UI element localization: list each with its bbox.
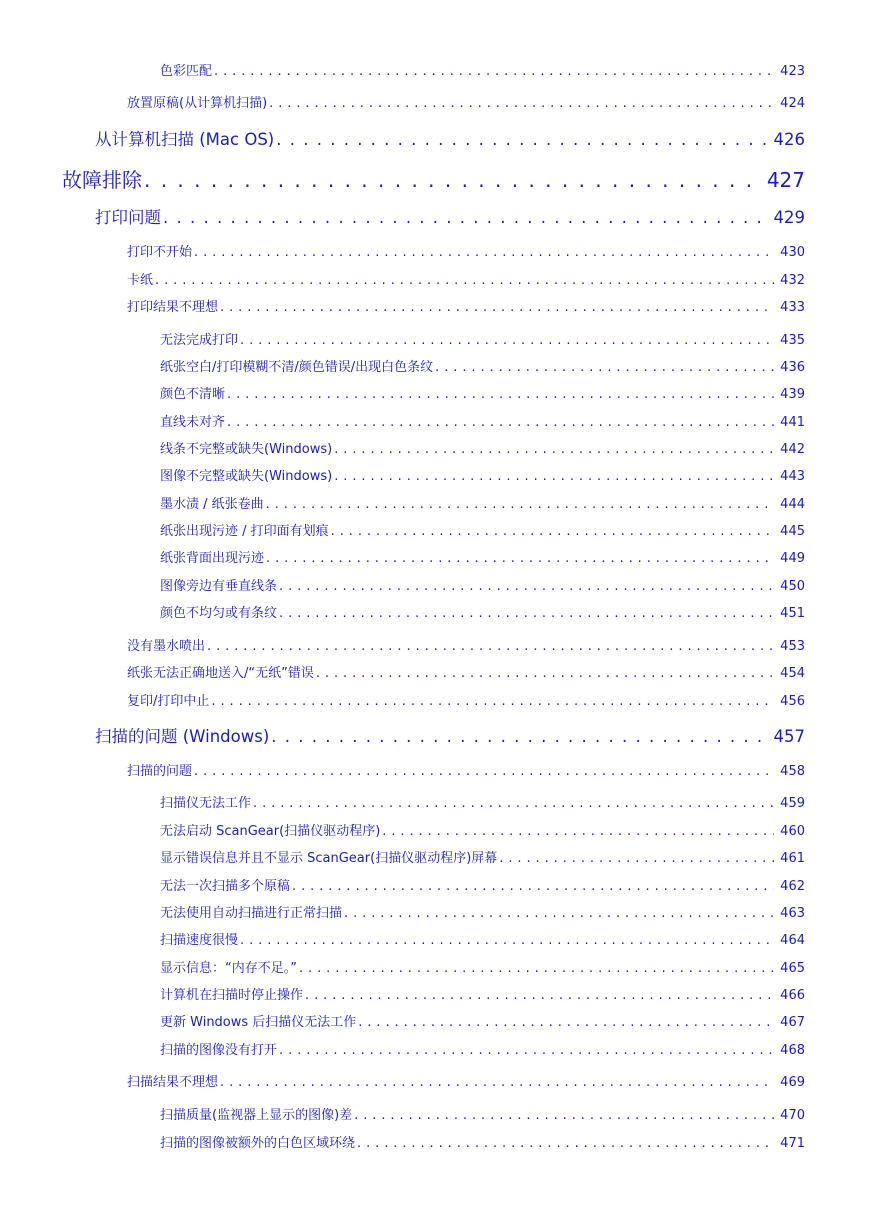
toc-page-number: 426 xyxy=(773,130,805,149)
toc-leader-dots xyxy=(299,961,774,977)
toc-page-number: 449 xyxy=(780,551,805,566)
toc-page-number: 435 xyxy=(780,333,805,348)
toc-page-number: 442 xyxy=(780,442,805,457)
toc-page-number: 463 xyxy=(780,906,805,921)
toc-entry[interactable] xyxy=(160,524,805,540)
toc-leader-dots xyxy=(357,1136,774,1152)
toc-page-number: 450 xyxy=(780,579,805,594)
toc-leader-dots xyxy=(220,1075,774,1091)
toc-entry[interactable] xyxy=(160,851,805,867)
toc-leader-dots xyxy=(358,1015,774,1031)
toc-page-number: 445 xyxy=(780,524,805,539)
toc-entry-title: 图像不完整或缺失(Windows) xyxy=(160,469,333,484)
toc-entry[interactable] xyxy=(160,906,805,922)
toc-entry[interactable] xyxy=(62,168,805,192)
toc-leader-dots xyxy=(276,130,767,150)
toc-page-number: 466 xyxy=(780,988,805,1003)
toc-page-number: 464 xyxy=(780,933,805,948)
toc-entry-title: 打印不开始 xyxy=(127,245,193,260)
toc-page-number: 432 xyxy=(780,273,805,288)
toc-page-number: 436 xyxy=(780,360,805,375)
toc-entry-title: 更新 Windows 后扫描仪无法工作 xyxy=(160,1015,357,1030)
toc-leader-dots xyxy=(344,906,774,922)
toc-leader-dots xyxy=(334,469,774,485)
toc-page-number: 451 xyxy=(780,606,805,621)
toc-entry-title: 扫描质量(监视器上显示的图像)差 xyxy=(160,1108,353,1123)
toc-entry[interactable] xyxy=(160,387,805,403)
toc-leader-dots xyxy=(207,639,774,655)
toc-entry-title: 纸张出现污迹 / 打印面有划痕 xyxy=(160,524,329,539)
toc-entry[interactable] xyxy=(160,1015,805,1031)
toc-leader-dots xyxy=(155,273,774,289)
toc-entry[interactable] xyxy=(160,1108,805,1124)
toc-entry[interactable] xyxy=(160,879,805,895)
toc-leader-dots xyxy=(214,64,774,80)
toc-page-number: 465 xyxy=(780,961,805,976)
toc-entry[interactable] xyxy=(127,694,805,710)
toc-page-number: 456 xyxy=(780,694,805,709)
toc-entry[interactable] xyxy=(160,551,805,567)
toc-entry-title: 纸张背面出现污迹 xyxy=(160,551,265,566)
toc-entry-title: 放置原稿(从计算机扫描) xyxy=(127,96,268,111)
toc-entry-title: 线条不完整或缺失(Windows) xyxy=(160,442,333,457)
toc-entry-title: 故障排除 xyxy=(62,168,142,192)
toc-leader-dots xyxy=(211,694,774,710)
toc-page-number: 443 xyxy=(780,469,805,484)
toc-page-number: 470 xyxy=(780,1108,805,1123)
toc-entry-title: 计算机在扫描时停止操作 xyxy=(160,988,304,1003)
toc-leader-dots xyxy=(227,387,774,403)
toc-entry[interactable] xyxy=(160,988,805,1004)
toc-leader-dots xyxy=(266,497,775,513)
toc-page-number: 471 xyxy=(780,1136,805,1151)
toc-entry[interactable] xyxy=(127,639,805,655)
toc-entry-title: 墨水渍 / 纸张卷曲 xyxy=(160,497,264,512)
toc-entry[interactable] xyxy=(160,579,805,595)
toc-entry-title: 纸张空白/打印模糊不清/颜色错误/出现白色条纹 xyxy=(160,360,434,375)
toc-page-number: 458 xyxy=(780,764,805,779)
toc-entry-title: 色彩匹配 xyxy=(160,64,213,79)
toc-page-number: 454 xyxy=(780,666,805,681)
toc-entry-title: 复印/打印中止 xyxy=(127,694,210,709)
toc-leader-dots xyxy=(271,727,767,747)
toc-page-number: 433 xyxy=(780,300,805,315)
toc-page-number: 430 xyxy=(780,245,805,260)
toc-entry[interactable] xyxy=(160,961,805,977)
toc-entry[interactable] xyxy=(160,415,805,431)
toc-page-number: 461 xyxy=(780,851,805,866)
toc-entry-title: 直线未对齐 xyxy=(160,415,226,430)
toc-entry-title: 扫描速度很慢 xyxy=(160,933,239,948)
toc-entry-title: 显示信息：“内存不足。” xyxy=(160,961,297,976)
toc-entry-title: 扫描的问题 (Windows) xyxy=(95,727,270,746)
toc-entry[interactable] xyxy=(127,96,805,112)
toc-entry-title: 从计算机扫描 (Mac OS) xyxy=(95,130,275,149)
toc-leader-dots xyxy=(382,824,774,840)
toc-page-number: 468 xyxy=(780,1043,805,1058)
toc-entry[interactable] xyxy=(160,1136,805,1152)
toc-entry[interactable] xyxy=(127,245,805,261)
toc-entry-title: 纸张无法正确地送入/“无纸”错误 xyxy=(127,666,314,681)
toc-leader-dots xyxy=(331,524,775,540)
toc-page-number: 439 xyxy=(780,387,805,402)
toc-entry-title: 扫描的图像没有打开 xyxy=(160,1043,278,1058)
toc-leader-dots xyxy=(227,415,774,431)
toc-entry-title: 扫描仪无法工作 xyxy=(160,796,252,811)
toc-leader-dots xyxy=(220,300,774,316)
toc-entry[interactable] xyxy=(160,606,805,622)
toc-leader-dots xyxy=(240,933,774,949)
toc-entry[interactable] xyxy=(127,764,805,780)
toc-entry-title: 扫描的问题 xyxy=(127,764,193,779)
toc-entry[interactable] xyxy=(127,273,805,289)
toc-leader-dots xyxy=(253,796,774,812)
toc-entry[interactable] xyxy=(95,208,805,228)
toc-entry[interactable] xyxy=(160,796,805,812)
toc-entry[interactable] xyxy=(127,666,805,682)
toc-entry-title: 无法启动 ScanGear(扫描仪驱动程序) xyxy=(160,824,381,839)
toc-page-number: 453 xyxy=(780,639,805,654)
toc-page-number: 459 xyxy=(780,796,805,811)
toc-entry-title: 无法一次扫描多个原稿 xyxy=(160,879,291,894)
toc-page-number: 444 xyxy=(780,497,805,512)
toc-entry-title: 卡纸 xyxy=(127,273,154,288)
toc-leader-dots xyxy=(194,764,774,780)
toc-entry-title: 扫描的图像被额外的白色区域环绕 xyxy=(160,1136,356,1151)
toc-entry[interactable] xyxy=(160,360,805,376)
toc-leader-dots xyxy=(279,579,774,595)
toc-entry[interactable] xyxy=(160,469,805,485)
toc-page-number: 429 xyxy=(773,208,805,227)
toc-leader-dots xyxy=(266,551,774,567)
toc-leader-dots xyxy=(292,879,774,895)
toc-entry[interactable] xyxy=(160,64,805,80)
toc-entry-title: 打印问题 xyxy=(95,208,161,227)
toc-entry-title: 扫描结果不理想 xyxy=(127,1075,219,1090)
toc-leader-dots xyxy=(144,168,761,192)
toc-entry[interactable] xyxy=(160,1043,805,1059)
toc-entry[interactable] xyxy=(95,130,805,150)
toc-leader-dots xyxy=(279,606,774,622)
toc-page-number: 460 xyxy=(780,824,805,839)
toc-leader-dots xyxy=(354,1108,774,1124)
toc-page-number: 462 xyxy=(780,879,805,894)
toc-leader-dots xyxy=(194,245,774,261)
toc-leader-dots xyxy=(334,442,774,458)
toc-entry[interactable] xyxy=(160,933,805,949)
toc-entry[interactable] xyxy=(127,300,805,316)
toc-entry[interactable] xyxy=(160,442,805,458)
toc-page-number: 467 xyxy=(780,1015,805,1030)
toc-leader-dots xyxy=(279,1043,774,1059)
toc-entry[interactable] xyxy=(160,497,805,513)
toc-page-number: 457 xyxy=(773,727,805,746)
toc-leader-dots xyxy=(305,988,774,1004)
toc-entry[interactable] xyxy=(95,727,805,747)
toc-page-number: 423 xyxy=(780,64,805,79)
toc-leader-dots xyxy=(435,360,774,376)
toc-leader-dots xyxy=(316,666,774,682)
toc-entry-title: 图像旁边有垂直线条 xyxy=(160,579,278,594)
toc-entry-title: 无法完成打印 xyxy=(160,333,239,348)
toc-entry-title: 颜色不清晰 xyxy=(160,387,226,402)
toc-entry[interactable] xyxy=(127,1075,805,1091)
toc-entry-title: 显示错误信息并且不显示 ScanGear(扫描仪驱动程序)屏幕 xyxy=(160,851,498,866)
toc-leader-dots xyxy=(499,851,774,867)
toc-page-number: 469 xyxy=(780,1075,805,1090)
toc-page-number: 424 xyxy=(780,96,805,111)
toc-leader-dots xyxy=(269,96,774,112)
toc-entry-title: 没有墨水喷出 xyxy=(127,639,206,654)
toc-entry-title: 无法使用自动扫描进行正常扫描 xyxy=(160,906,343,921)
toc-page-number: 427 xyxy=(766,168,805,192)
toc-entry-title: 打印结果不理想 xyxy=(127,300,219,315)
toc-page-number: 441 xyxy=(780,415,805,430)
toc-entry-title: 颜色不均匀或有条纹 xyxy=(160,606,278,621)
toc-leader-dots xyxy=(240,333,774,349)
toc-entry[interactable] xyxy=(160,824,805,840)
toc-leader-dots xyxy=(163,208,768,228)
toc-entry[interactable] xyxy=(160,333,805,349)
